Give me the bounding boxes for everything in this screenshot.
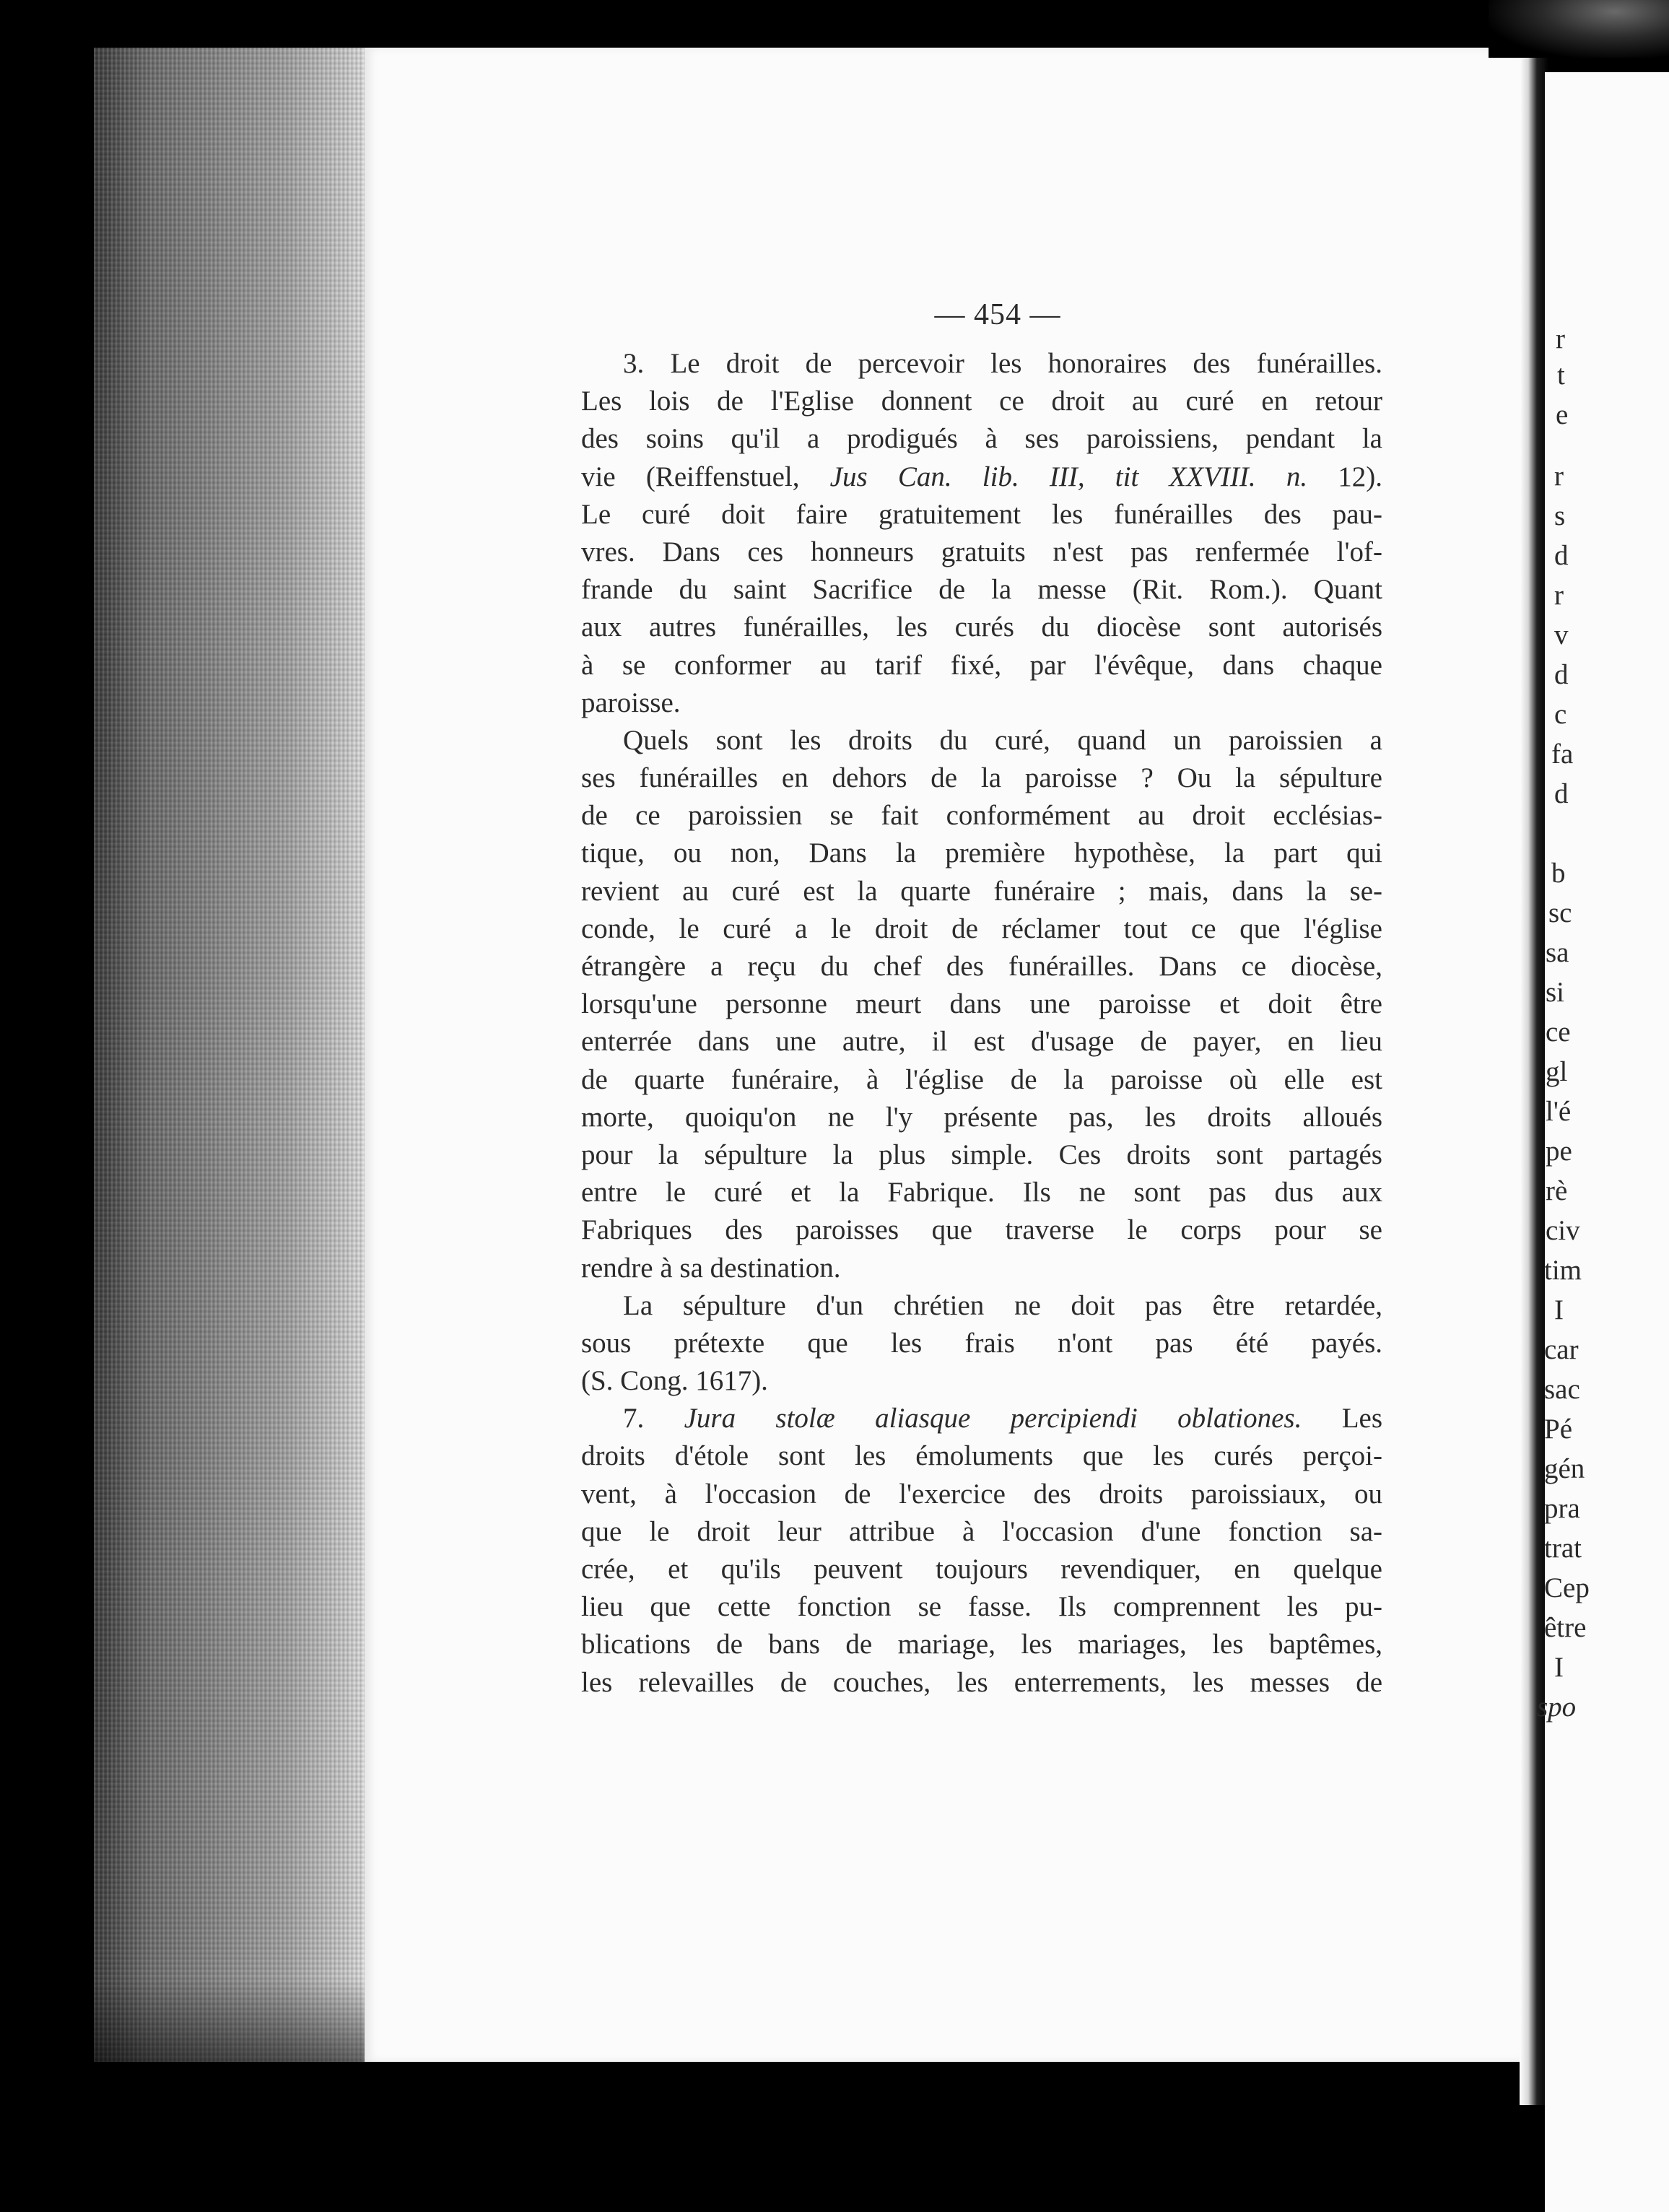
- text-line: [581, 534, 1382, 571]
- text-line: [581, 759, 1382, 797]
- page-number: — 454 —: [934, 298, 1061, 331]
- text-segment: La sépulture d'un chrétien ne doit pas être retardée,: [623, 1289, 1382, 1321]
- text-segment: 7.: [623, 1403, 684, 1434]
- italic-citation: Jura stolæ aliasque percipiendi oblationes.: [684, 1403, 1302, 1434]
- text-line: [581, 910, 1382, 948]
- text-segment: conde, le curé a le droit de réclamer tout ce que l'église: [581, 913, 1382, 944]
- text-segment: Fabriques des paroisses que traverse le corps pour se: [581, 1214, 1382, 1246]
- text-segment: 3. Le droit de percevoir les honoraires des funérailles.: [623, 348, 1382, 379]
- text-segment: Les lois de l'Eglise donnent ce droit au curé en retour: [581, 386, 1382, 417]
- text-line: [581, 458, 1382, 496]
- page-edge-shadow: [94, 1978, 368, 2065]
- text-segment: rendre à sa destination.: [581, 1252, 841, 1284]
- page-edge-stack: [94, 48, 368, 2062]
- facing-page-fragment: spo: [1537, 1691, 1577, 1723]
- text-segment: lieu que cette fonction se fasse. Ils comprennent les pu-: [581, 1591, 1382, 1623]
- facing-page: [1537, 72, 1669, 2212]
- text-line: [581, 1513, 1382, 1551]
- text-line: [581, 1099, 1382, 1136]
- text-segment: (S. Cong. 1617).: [581, 1365, 768, 1397]
- facing-page-fragment: r: [1554, 580, 1564, 611]
- italic-citation: Jus Can. lib. III, tit XXVIII. n.: [829, 461, 1308, 492]
- text-line: [581, 420, 1382, 458]
- text-line: [581, 722, 1382, 759]
- facing-page-fragment: Pé: [1544, 1414, 1572, 1445]
- facing-page-fragment: d: [1554, 778, 1569, 809]
- text-line: [581, 1476, 1382, 1513]
- facing-page-fragment: car: [1544, 1334, 1579, 1365]
- text-segment: entre le curé et la Fabrique. Ils ne sont pas dus aux: [581, 1177, 1382, 1209]
- book-gutter: [1520, 48, 1548, 2105]
- text-line: [581, 647, 1382, 684]
- text-segment: pour la sépulture la plus simple. Ces droits sont partagés: [581, 1138, 1382, 1170]
- facing-page-fragment: l'é: [1546, 1096, 1572, 1127]
- facing-page-fragment: être: [1544, 1612, 1587, 1643]
- text-line: [581, 684, 1382, 722]
- text-line: [581, 1023, 1382, 1061]
- facing-page-fragment: c: [1554, 699, 1567, 730]
- facing-page-fragment: r: [1554, 461, 1564, 492]
- facing-page-fragment: tim: [1544, 1255, 1582, 1286]
- facing-page-fragment: pra: [1544, 1493, 1580, 1524]
- facing-page-fragment: d: [1554, 540, 1569, 571]
- text-segment: étrangère a reçu du chef des funérailles. Dans ce diocèse,: [581, 951, 1382, 982]
- text-line: [581, 1437, 1382, 1475]
- text-segment: de quarte funéraire, à l'église de la paroisse où elle est: [581, 1063, 1382, 1095]
- text-segment: revient au curé est la quarte funéraire ; mais, dans la se-: [581, 875, 1382, 907]
- text-line: [581, 1664, 1382, 1702]
- text-line: [581, 1287, 1382, 1325]
- text-line: [581, 1250, 1382, 1287]
- text-segment: tique, ou non, Dans la première hypothèse, la part qui: [581, 837, 1382, 869]
- text-line: [581, 1362, 1382, 1400]
- text-line: [581, 1626, 1382, 1663]
- facing-page-fragment: trat: [1544, 1533, 1582, 1564]
- text-line: [581, 1136, 1382, 1174]
- text-segment: lorsqu'une personne meurt dans une paroisse et doit être: [581, 988, 1382, 1020]
- text-line: [581, 873, 1382, 910]
- facing-page-fragment: sac: [1544, 1374, 1580, 1405]
- text-segment: aux autres funérailles, les curés du diocèse sont autorisés: [581, 611, 1382, 643]
- text-line: [581, 835, 1382, 872]
- text-line: [581, 1061, 1382, 1099]
- facing-page-fragment: v: [1554, 619, 1569, 650]
- text-segment: de ce paroissien se fait conformément au droit ecclésias-: [581, 800, 1382, 832]
- text-line: [581, 985, 1382, 1023]
- text-line: [581, 1400, 1382, 1437]
- facing-page-fragment: ce: [1546, 1016, 1571, 1048]
- facing-page-fragment: s: [1554, 500, 1566, 531]
- facing-page-fragment: gl: [1546, 1056, 1568, 1087]
- text-segment: enterrée dans une autre, il est d'usage de payer, en lieu: [581, 1026, 1382, 1058]
- text-segment: sous prétexte que les frais n'ont pas été payés.: [581, 1327, 1382, 1359]
- facing-page-fragment: civ: [1546, 1215, 1580, 1246]
- text-line: [581, 1551, 1382, 1588]
- text-segment: vent, à l'occasion de l'exercice des droits paroissiaux, ou: [581, 1478, 1382, 1510]
- text-segment: morte, quoiqu'on ne l'y présente pas, les droits alloués: [581, 1101, 1382, 1133]
- scan-artifact: [1489, 0, 1669, 58]
- main-text-block: [581, 345, 1382, 1702]
- facing-page-fragment: I: [1554, 1294, 1564, 1325]
- text-line: [581, 797, 1382, 835]
- facing-page-fragment: fa: [1551, 739, 1574, 770]
- text-segment: droits d'étole sont les émoluments que les curés perçoi-: [581, 1440, 1382, 1472]
- text-line: [581, 496, 1382, 534]
- text-segment: ses funérailles en dehors de la paroisse ? Ou la sépulture: [581, 762, 1382, 794]
- facing-page-fragment: t: [1557, 360, 1565, 391]
- text-segment: les relevailles de couches, les enterrements, les messes de: [581, 1666, 1382, 1698]
- text-segment: vie (Reiffenstuel,: [581, 461, 830, 492]
- text-segment: Les: [1302, 1403, 1383, 1434]
- facing-page-fragment: si: [1546, 977, 1565, 1008]
- text-line: [581, 948, 1382, 985]
- facing-page-fragment: r: [1556, 323, 1565, 354]
- text-line: [581, 609, 1382, 646]
- text-line: [581, 571, 1382, 609]
- facing-page-fragment: I: [1554, 1652, 1564, 1683]
- facing-page-fragment: d: [1554, 659, 1569, 690]
- text-line: [581, 1588, 1382, 1626]
- facing-page-fragment: rè: [1546, 1175, 1568, 1206]
- text-line: [581, 1211, 1382, 1249]
- text-segment: des soins qu'il a prodigués à ses paroissiens, pendant la: [581, 423, 1382, 455]
- text-segment: 12).: [1307, 461, 1382, 492]
- text-segment: crée, et qu'ils peuvent toujours revendiquer, en quelque: [581, 1554, 1382, 1585]
- text-line: [581, 1174, 1382, 1211]
- text-segment: Le curé doit faire gratuitement les funérailles des pau-: [581, 498, 1382, 530]
- text-segment: blications de bans de mariage, les mariages, les baptêmes,: [581, 1629, 1382, 1660]
- text-segment: à se conformer au tarif fixé, par l'évêque, dans chaque: [581, 649, 1382, 681]
- text-segment: frande du saint Sacrifice de la messe (Rit. Rom.). Quant: [581, 574, 1382, 606]
- text-line: [581, 1325, 1382, 1362]
- text-line: [581, 383, 1382, 420]
- facing-page-fragment: Cep: [1544, 1572, 1590, 1603]
- facing-page-fragment: gén: [1544, 1453, 1585, 1484]
- text-segment: que le droit leur attribue à l'occasion d'une fonction sa-: [581, 1515, 1382, 1547]
- text-segment: vres. Dans ces honneurs gratuits n'est pas renfermée l'of-: [581, 536, 1382, 567]
- facing-page-fragment: sa: [1546, 937, 1569, 968]
- facing-page-fragment: sc: [1548, 897, 1572, 928]
- facing-page-fragment: pe: [1546, 1136, 1572, 1167]
- facing-page-fragment: b: [1551, 858, 1566, 889]
- text-segment: paroisse.: [581, 687, 681, 718]
- facing-page-fragment: e: [1556, 399, 1569, 430]
- text-line: [581, 345, 1382, 383]
- text-segment: Quels sont les droits du curé, quand un paroissien a: [623, 724, 1382, 756]
